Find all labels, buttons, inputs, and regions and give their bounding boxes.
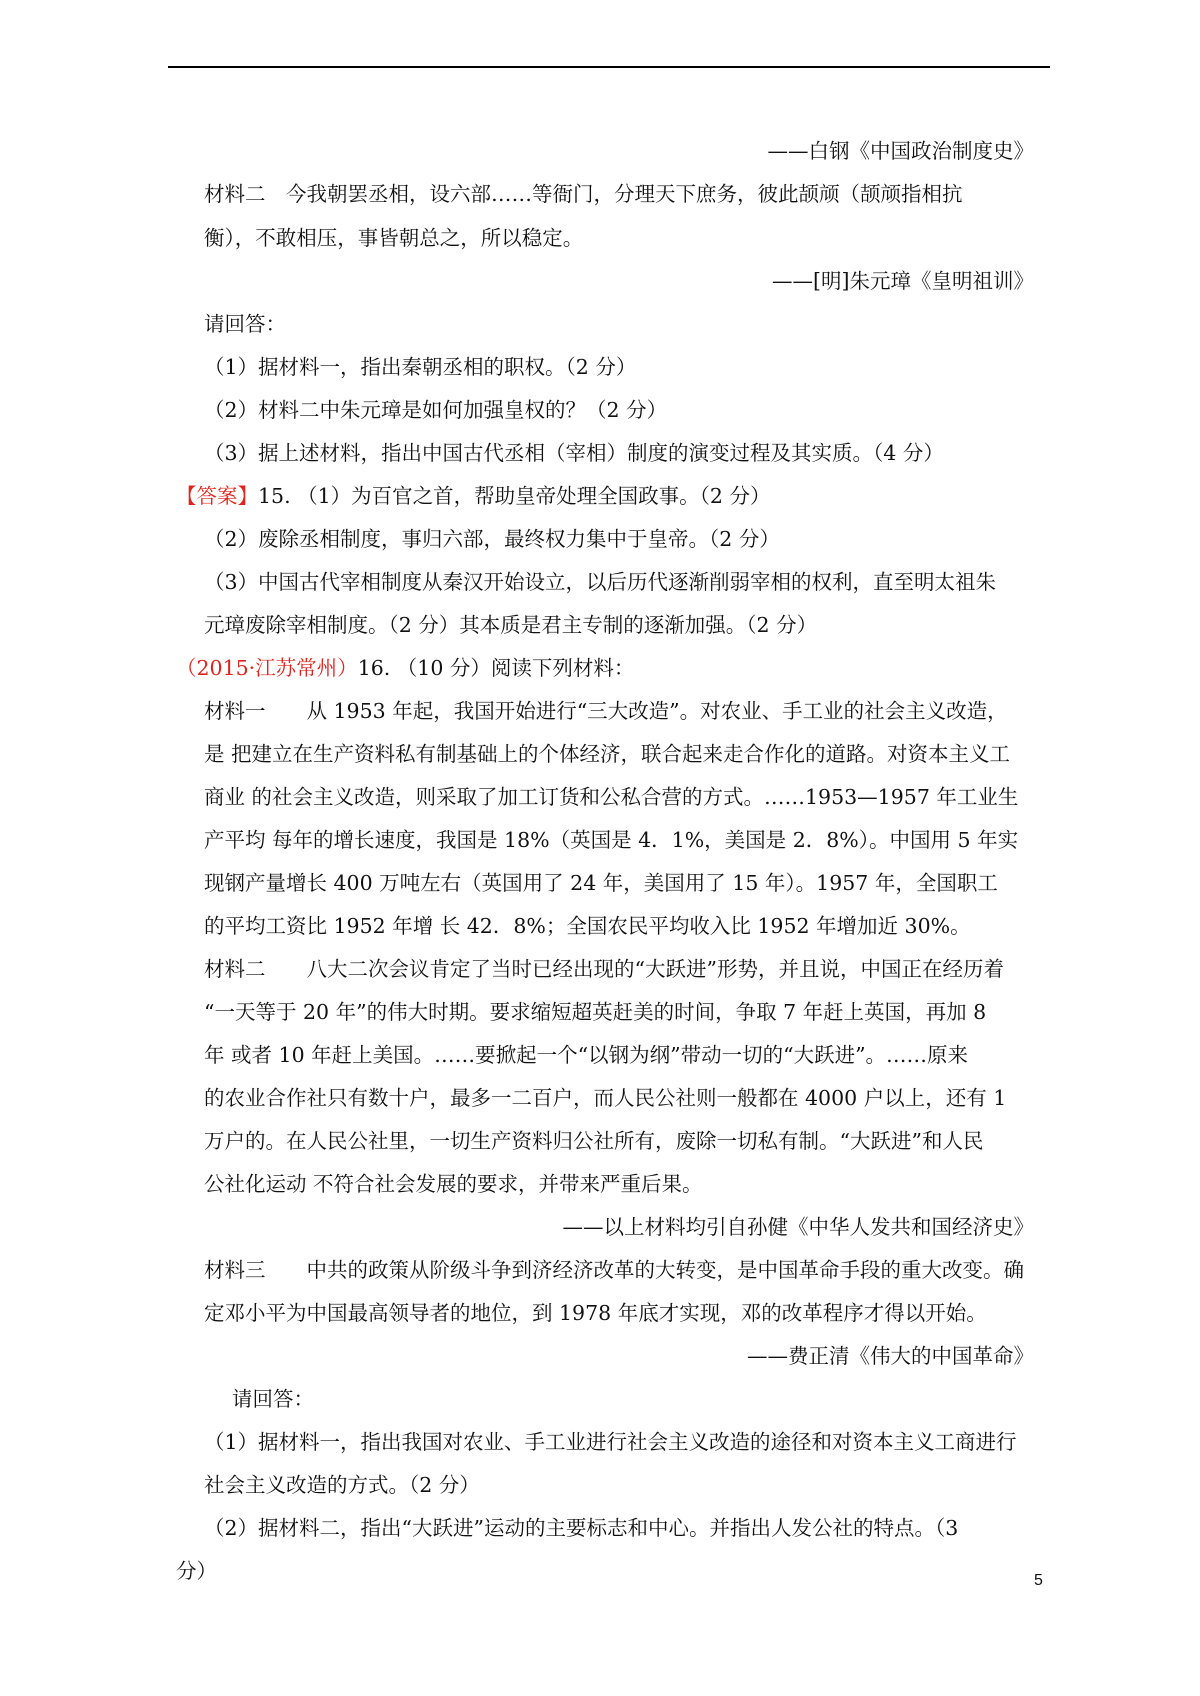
answer-line-1 <box>176 482 770 510</box>
answer-label: 【答案】 <box>176 484 258 508</box>
m1-line-2: 是 把建立在生产资料私有制基础上的个体经济，联合起来走合作化的道路。对资本主义工 <box>204 742 1011 766</box>
m1-line-1: 材料一 从 1953 年起，我国开始进行“三大改造”。对农业、手工业的社会主义改造， <box>204 699 1008 723</box>
m1-line-5: 现钢产量增长 400 万吨左右（英国用了 24 年，美国用了 15 年）。1957 年，全国职工 <box>204 871 998 895</box>
please-answer-2: 请回答： <box>232 1387 314 1411</box>
m1-line-6: 的平均工资比 1952 年增 长 42．8%；全国农民平均收入比 1952 年增加近 30%。 <box>204 914 971 938</box>
answer-15-2: （2）废除丞相制度，事归六部，最终权力集中于皇帝。（2 分） <box>204 527 780 551</box>
question-16-2-line-2: 分） <box>176 1559 217 1583</box>
citation-zhuyuanzhang: ——[明]朱元璋《皇明祖训》 <box>772 269 1034 293</box>
question-15-2: （2）材料二中朱元璋是如何加强皇权的？（2 分） <box>204 398 668 422</box>
answer-15-1: 15. （1）为百官之首，帮助皇帝处理全国政事。（2 分） <box>258 484 771 508</box>
m2-line-2: “一天等于 20 年”的伟大时期。要求缩短超英赶美的时间，争取 7 年赶上英国，再加 8 <box>204 1000 987 1024</box>
m2-line-5: 万户的。在人民公社里，一切生产资料归公社所有，废除一切私有制。“大跃进”和人民 <box>204 1129 984 1153</box>
material-2-line-1: 材料二 今我朝罢丞相，设六部……等衙门，分理天下庶务，彼此颉颃（颉颃指相抗 <box>204 182 963 206</box>
citation-fairbank: ——费正清《伟大的中国革命》 <box>747 1344 1034 1368</box>
m2-line-6: 公社化运动 不符合社会发展的要求，并带来严重后果。 <box>204 1172 703 1196</box>
please-answer-1: 请回答： <box>204 312 286 336</box>
source-tag: （2015·江苏常州） <box>176 656 358 680</box>
citation-sunjian: ——以上材料均引自孙健《中华人发共和国经济史》 <box>562 1215 1034 1239</box>
question-15-3: （3）据上述材料，指出中国古代丞相（宰相）制度的演变过程及其实质。（4 分） <box>204 441 944 465</box>
question-16-1-line-1: （1）据材料一，指出我国对农业、手工业进行社会主义改造的途径和对资本主义工商进行 <box>204 1430 1017 1454</box>
m2-line-4: 的农业合作社只有数十户，最多一二百户，而人民公社则一般都在 4000 户以上，还有 1 <box>204 1086 1007 1110</box>
question-15-1: （1）据材料一，指出秦朝丞相的职权。（2 分） <box>204 355 637 379</box>
page-number: 5 <box>1034 1572 1043 1589</box>
citation-baigang: ——白钢《中国政治制度史》 <box>767 139 1034 163</box>
question-16-header <box>176 654 634 682</box>
m1-line-3: 商业 的社会主义改造，则采取了加工订货和公私合营的方式。……1953—1957 年工业生 <box>204 785 1019 809</box>
m2-line-3: 年 或者 10 年赶上美国。……要掀起一个“以钢为纲”带动一切的“大跃进”。……原来 <box>204 1043 969 1067</box>
question-16-1-line-2: 社会主义改造的方式。（2 分） <box>204 1473 480 1497</box>
question-16-2-line-1: （2）据材料二，指出“大跃进”运动的主要标志和中心。并指出人发公社的特点。（3 <box>204 1516 959 1540</box>
m1-line-4: 产平均 每年的增长速度，我国是 18%（英国是 4．1%，美国是 2．8%）。中国用 5 年实 <box>204 828 1019 852</box>
question-16-title: 16. （10 分）阅读下列材料： <box>357 656 635 680</box>
m3-line-1: 材料三 中共的政策从阶级斗争到济经济改革的大转变，是中国革命手段的重大改变。确 <box>204 1258 1024 1282</box>
material-2-line-2: 衡），不敢相压，事皆朝总之，所以稳定。 <box>204 226 584 250</box>
answer-15-3-line-2: 元璋废除宰相制度。（2 分）其本质是君主专制的逐渐加强。（2 分） <box>204 613 818 637</box>
answer-15-3-line-1: （3）中国古代宰相制度从秦汉开始设立，以后历代逐渐削弱宰相的权利，直至明太祖朱 <box>204 570 997 594</box>
m3-line-2: 定邓小平为中国最高领导者的地位，到 1978 年底才实现，邓的改革程序才得以开始。 <box>204 1301 987 1325</box>
header-rule <box>168 66 1050 68</box>
m2-line-1: 材料二 八大二次会议肯定了当时已经出现的“大跃进”形势，并且说，中国正在经历着 <box>204 957 1004 981</box>
